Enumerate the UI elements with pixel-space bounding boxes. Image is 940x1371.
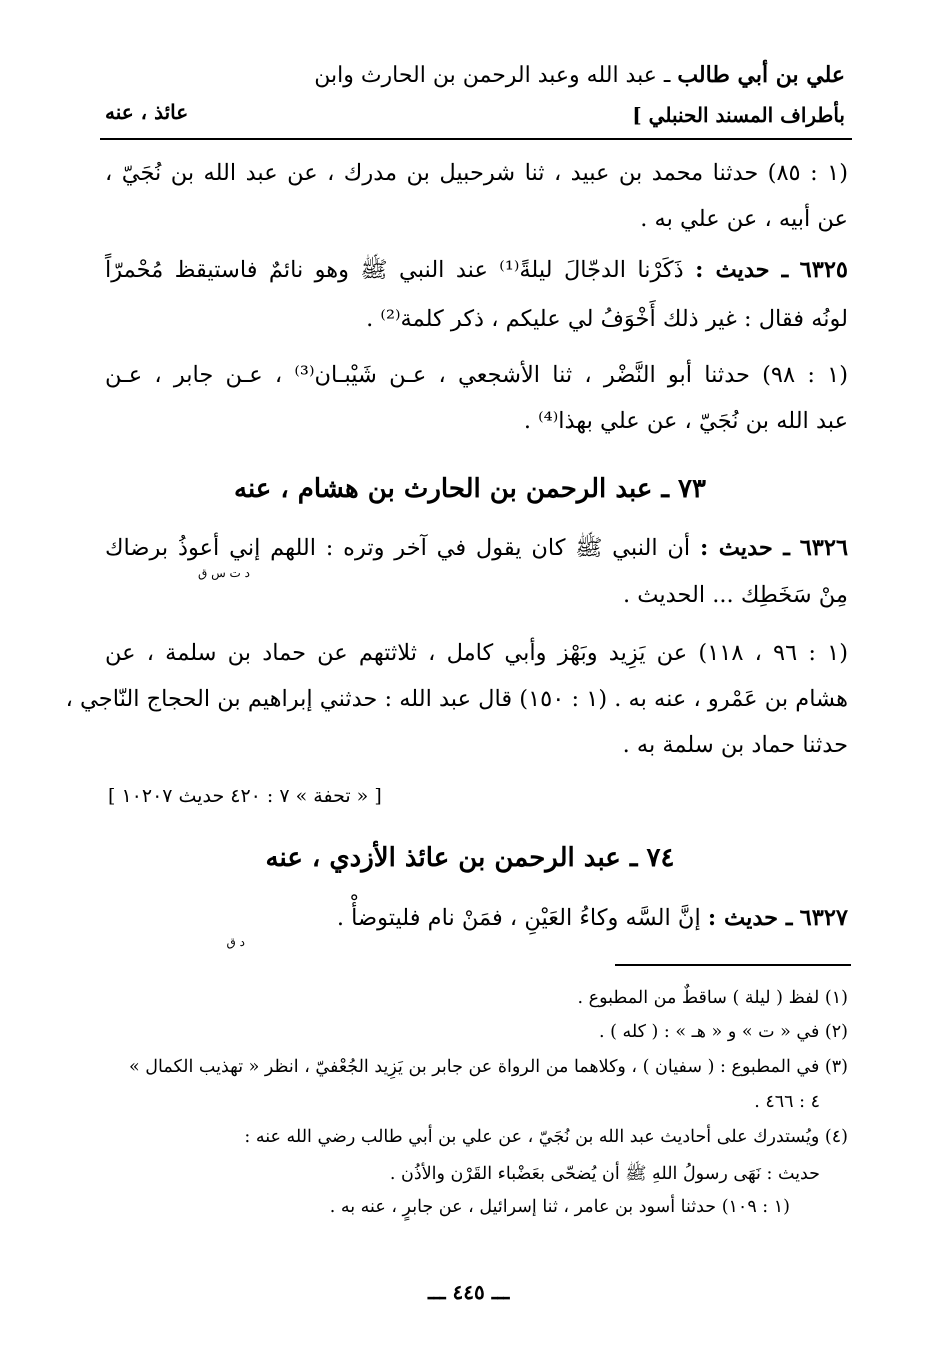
section-heading-74: ٧٤ ـ عبد الرحمن بن عائذ الأزدي ، عنه (265, 843, 675, 873)
footnote-2: (٢) في « ت » و « هـ » : ( كله ) . (598, 1022, 848, 1042)
running-header-title (314, 62, 845, 88)
hadith-text-line: مِنْ سَخَطِك ... الحديث . (623, 582, 848, 608)
footnote-1: (١) لفظ ( ليلة ) ساقطٌ من المطبوع . (577, 988, 848, 1008)
hadith-label: ـ حديث : (699, 535, 790, 561)
isnad-line: هشام بن عَمْرو ، عنه به . (١ : ١٥٠) قال عبد الله : حدثني إبراهيم بن الحجاج النّاجي ، (65, 686, 848, 712)
section-heading-73: ٧٣ ـ عبد الرحمن بن الحارث بن هشام ، عنه (234, 474, 706, 504)
hadith-6326-line (105, 535, 848, 567)
hadith-label: ـ حديث : (707, 905, 793, 931)
rumuz-symbols: د ت س ق (197, 566, 250, 580)
isnad-line: (١ : ٩٨) حدثنا أبو النَّضْر ، ثنا الأشجعي ، عـن شَيْبـان⁽³⁾ ، عـن جابر ، عـن (105, 362, 848, 388)
hadith-number: ٦٣٢٥ (799, 257, 849, 283)
hadith-6327-line (337, 905, 848, 931)
footnote-4: (٤) ويُستدرك على أحاديث عبد الله بن نُجَيّ ، عن علي بن أبي طالب رضي الله عنه : (244, 1127, 848, 1147)
footnote-4-hadith: حديث : نَهَى رسولُ اللهِ ﷺ أن يُضحّى بعَضْباء القَرْن والأذُن . (389, 1164, 820, 1184)
hadith-text-line: لونُه فقال : غير ذلك أَخْوَفُ لي عليكم ، ذكر كلمة⁽²⁾ . (366, 306, 848, 332)
rumuz-symbols: د ق (226, 935, 245, 949)
footnote-rule (615, 964, 851, 966)
running-header-bold: علي بن أبي طالب (677, 62, 845, 88)
footnote-3-cont: ٤ : ٤٦٦ . (754, 1092, 820, 1112)
hadith-text: ذَكَرْنا الدجّالَ ليلةً⁽¹⁾ عند النبي ﷺ وهو نائمٌ فاستيقظ مُحْمرّاً (105, 257, 684, 283)
tuhfa-reference: [ « تحفة » ٧ : ٤٢٠ حديث ١٠٢٠٧ ] (108, 785, 382, 807)
isnad-line: عبد الله بن نُجَيّ ، عن علي بهذا⁽⁴⁾ . (523, 408, 848, 434)
isnad-line: حدثنا حماد بن سلمة به . (622, 732, 848, 758)
hadith-text: إنَّ السَّه وكاءُ العَيْنِ ، فمَنْ نام فليتوضأْ . (336, 905, 701, 931)
footnote-3: (٣) في المطبوع : ( سفيان ) ، وكلاهما من الرواة عن جابر بن يَزِيد الجُعْفيّ ، انظر « تهذيب الكمال » (129, 1057, 848, 1077)
footnote-4-isnad: (١ : ١٠٩) حدثنا أسود بن عامر ، ثنا إسرائيل ، عن جابرٍ ، عنه به . (329, 1197, 790, 1217)
hadith-label: ـ حديث : (695, 257, 789, 283)
page-number: ـــ ٤٤٥ ـــ (428, 1280, 510, 1304)
running-header-rest: ـ عبد الله وعبد الرحمن بن الحارث وابن (314, 63, 671, 88)
running-header-book: بأطراف المسند الحنبلي ] (632, 103, 845, 127)
hadith-6325-line (105, 257, 848, 289)
isnad-line: عن أبيه ، عن علي به . (640, 206, 848, 232)
hadith-text: أن النبي ﷺ كان يقول في آخر وتره : اللهم إني أعوذُ برضاك (105, 535, 691, 561)
hadith-number: ٦٣٢٧ (799, 905, 848, 931)
running-header-continuation: عائذ ، عنه (105, 100, 189, 124)
hadith-number: ٦٣٢٦ (799, 535, 849, 561)
header-rule (100, 138, 852, 140)
isnad-line: (١ : ٨٥) حدثنا محمد بن عبيد ، ثنا شرحبيل بن مدرك ، عن عبد الله بن نُجَيّ ، (105, 160, 848, 186)
isnad-line: (١ : ٩٦ ، ١١٨) عن يَزِيد وبَهْز وأبي كامل ، ثلاثتهم عن حماد بن سلمة ، عن (105, 640, 849, 666)
